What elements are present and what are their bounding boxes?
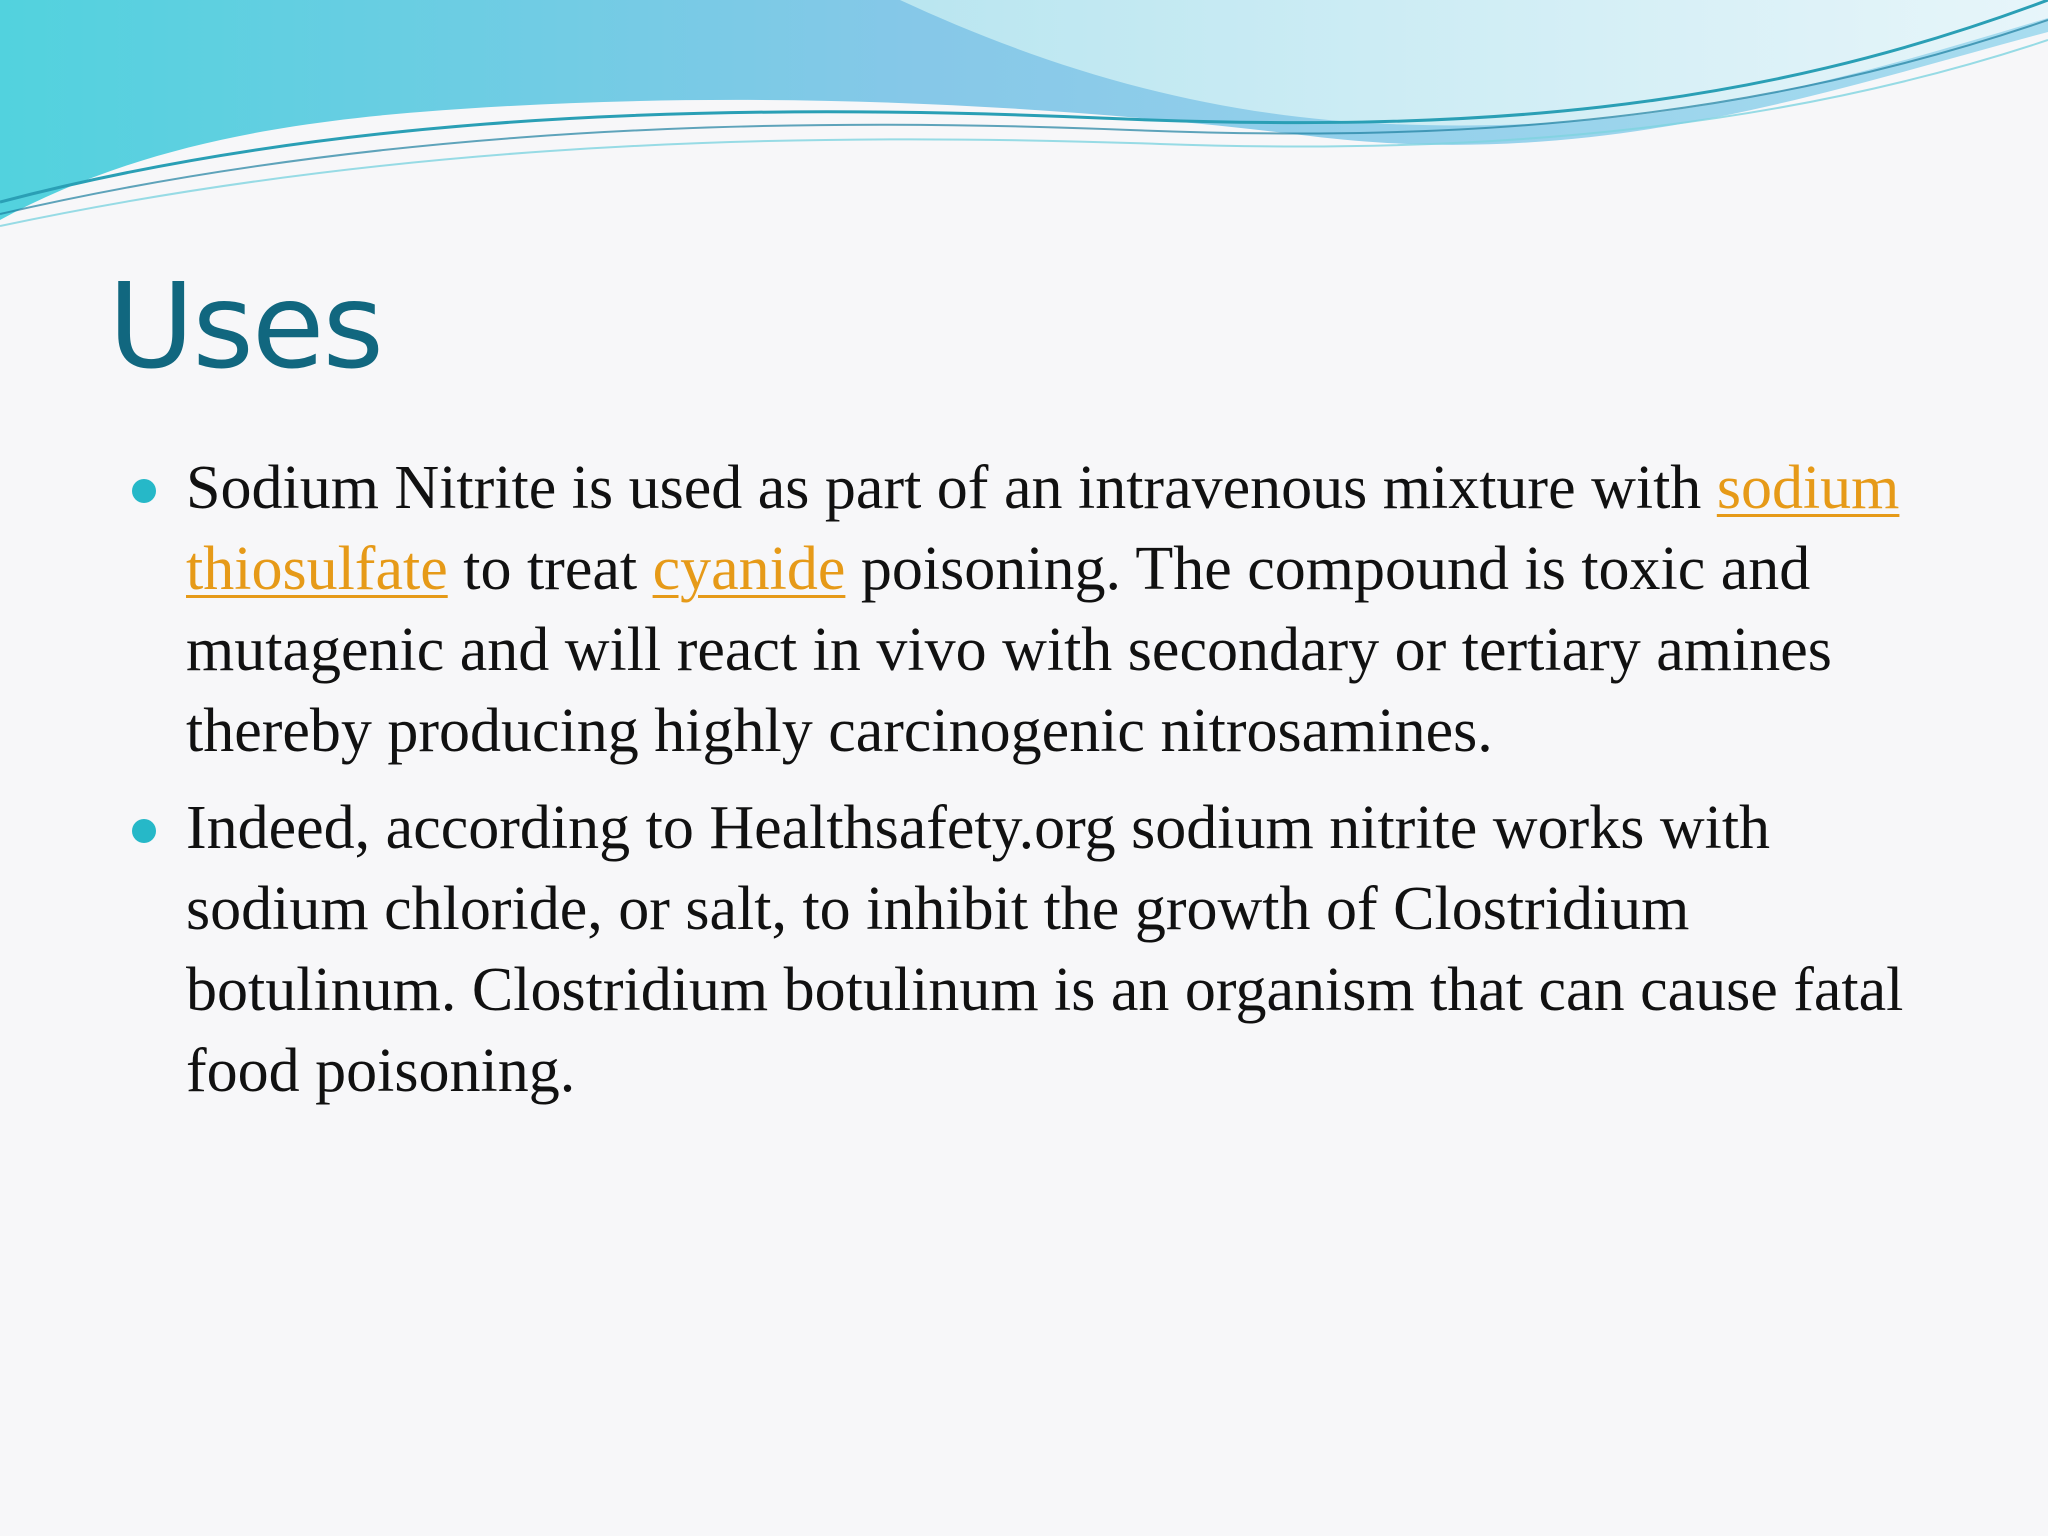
bullet-1-text-end: poisoning. The compound is toxic and mutagenic and will react in vivo with secondary or tertiary amines thereby producing highly carcinogenic nitrosamines. <box>186 535 1832 765</box>
bullet-1-text-start: Sodium Nitrite is used as part of an intravenous mixture with <box>186 454 1717 522</box>
bullet-list <box>126 448 1956 1128</box>
bullet-2-text: Indeed, according to Healthsafety.org sodium nitrite works with sodium chloride, or salt, to inhibit the growth of Clostridium botulinum. Clostridium botulinum is an organism that can cause fatal food poisoning. <box>186 794 1904 1105</box>
bullet-1-text-middle: to treat <box>447 535 653 603</box>
bullet-item-2 <box>126 788 1956 1112</box>
sodium-thiosulfate-link[interactable]: sodium thiosulfate <box>186 454 1900 603</box>
decorative-wave-header <box>0 0 2048 260</box>
cyanide-link[interactable]: cyanide <box>652 535 846 603</box>
slide-title: Uses <box>108 257 382 395</box>
bullet-dot-icon <box>132 819 156 843</box>
bullet-item-1 <box>126 448 1956 772</box>
bullet-dot-icon <box>132 479 156 503</box>
